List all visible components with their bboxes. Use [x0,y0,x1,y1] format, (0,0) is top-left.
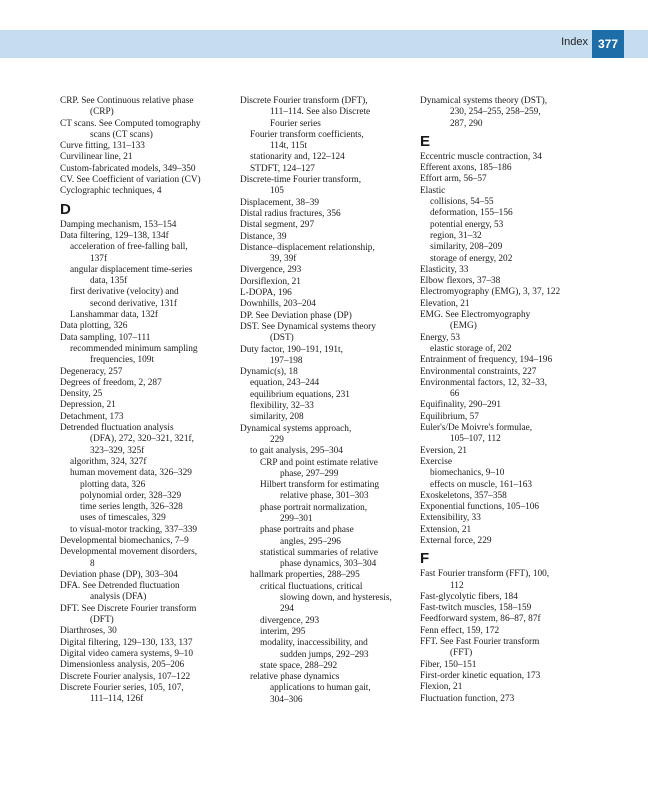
index-entry: statistical summaries of relative [260,547,378,558]
index-entry: 39, 39f [270,254,297,265]
index-entry: 304–306 [270,694,303,705]
index-entry: 105–107, 112 [450,434,501,445]
index-entry: (DST) [270,333,294,344]
index-entry: STDFT, 124–127 [250,163,315,174]
index-entry: Fenn effect, 159, 172 [420,625,500,636]
index-entry: Exercise [420,456,453,467]
index-entry: 229 [270,434,284,445]
index-entry: Data plotting, 326 [60,321,128,332]
index-entry: Equilibrium, 57 [420,411,479,422]
index-entry: DFT. See Discrete Fourier transform [60,603,197,614]
index-entry: External force, 229 [420,535,492,546]
index-entry: Dynamical systems theory (DST), [420,96,548,106]
index-entry: (CRP) [90,107,114,118]
index-entry: Hilbert transform for estimating [260,480,380,491]
index-entry: Distal segment, 297 [240,220,315,231]
index-entry: Fast-twitch muscles, 158–159 [420,603,532,614]
index-entry: effects on muscle, 161–163 [430,479,533,490]
index-entry: relative phase, 301–303 [280,491,369,502]
index-entry: stationarity and, 122–124 [250,152,345,163]
index-entry: Eccentric muscle contraction, 34 [420,151,542,162]
index-entry: Deviation phase (DP), 303–304 [60,569,178,580]
index-entry: hallmark properties, 288–295 [250,570,360,581]
index-entry: human movement data, 326–329 [70,468,192,479]
index-entry: Efferent axons, 185–186 [420,163,512,174]
index-entry: to visual-motor tracking, 337–339 [70,524,198,535]
index-entry: Effort arm, 56–57 [420,174,487,185]
index-entry: equilibrium equations, 231 [250,389,350,400]
index-entry: 111–114, 126f [90,694,144,705]
index-entry: Electromyography (EMG), 3, 37, 122 [420,287,561,298]
index-column-2 [240,96,420,706]
index-entry: elastic storage of, 202 [430,343,512,354]
index-column-3 [420,96,600,705]
index-entry: First-order kinetic equation, 173 [420,670,541,681]
index-entry: Cyclographic techniques, 4 [60,186,162,197]
index-entry: angular displacement time-series [70,264,193,275]
index-column-1 [60,96,240,705]
index-entry: 66 [450,389,460,400]
index-entry: Damping mechanism, 153–154 [60,219,177,230]
index-entry: biomechanics, 9–10 [430,468,505,479]
index-entry: phase portraits and phase [260,525,354,536]
index-entry: Degeneracy, 257 [60,366,123,377]
index-entry: Extension, 21 [420,524,472,535]
index-entry: angles, 295–296 [280,536,341,547]
index-entry: CRP and point estimate relative [260,457,378,468]
index-entry: Dynamic(s), 18 [240,367,298,378]
index-entry: Distal radius fractures, 356 [240,208,341,219]
index-entry: (EMG) [450,321,477,332]
section-letter: F [420,550,430,568]
index-entry: second derivative, 131f [90,298,177,309]
index-entry: 137f [90,253,108,264]
index-entry: scans (CT scans) [90,129,153,140]
index-entry: Exoskeletons, 357–358 [420,490,507,501]
index-entry: equation, 243–244 [250,378,320,389]
index-entry: Developmental movement disorders, [60,547,198,558]
index-entry: divergence, 293 [260,615,320,626]
index-entry: Euler's/De Moivre's formulae, [420,423,533,434]
index-entry: plotting data, 326 [80,479,146,490]
index-entry: 197–198 [270,355,303,366]
index-entry: Fiber, 150–151 [420,659,477,670]
index-entry: 114t, 115t [270,141,308,152]
index-entry: FFT. See Fast Fourier transform [420,637,540,648]
running-header-label: Index [561,36,588,48]
index-entry: 294 [280,604,294,615]
index-entry: Dimensionless analysis, 205–206 [60,660,185,671]
index-entry: relative phase dynamics [250,672,340,683]
index-entry: Elastic [420,185,446,196]
index-entry: (FFT) [450,648,473,659]
header-bar [0,30,648,58]
index-entry: acceleration of free-falling ball, [70,242,188,253]
index-entry: modality, inaccessibility, and [260,638,368,649]
index-entry: applications to human gait, [270,683,371,694]
index-entry: Data filtering, 129–138, 134f [60,230,169,241]
index-entry: Distance–displacement relationship, [240,242,375,253]
index-entry: recommended minimum sampling [70,343,198,354]
index-entry: Fluctuation function, 273 [420,693,515,704]
section-letter: D [60,200,71,218]
index-entry: Feedforward system, 86–87, 87f [420,614,541,625]
index-entry: time series length, 326–328 [80,502,183,513]
index-entry: Curvilinear line, 21 [60,152,133,163]
index-entry: Equifinality, 290–291 [420,400,501,411]
index-entry: 105 [270,186,284,197]
index-entry: state space, 288–292 [260,660,338,671]
index-entry: region, 31–32 [430,230,482,241]
index-entry: analysis (DFA) [90,592,147,603]
index-entry: CT scans. See Computed tomography [60,118,201,129]
index-entry: CRP. See Continuous relative phase [60,96,194,106]
index-entry: (DFA), 272, 320–321, 321f, [90,434,194,445]
index-entry: 8 [90,558,95,569]
index-entry: Curve fitting, 131–133 [60,141,145,152]
index-entry: Extensibility, 33 [420,513,481,524]
index-entry: Elevation, 21 [420,298,470,309]
index-entry: Environmental constraints, 227 [420,366,537,377]
index-entry: Discrete Fourier transform (DFT), [240,96,368,106]
index-entry: Depression, 21 [60,400,116,411]
index-entry: Dynamical systems approach, [240,423,352,434]
index-entry: Fast Fourier transform (FFT), 100, [420,569,550,580]
index-entry: phase dynamics, 303–304 [280,559,377,570]
index-entry: Detachment, 173 [60,411,124,422]
index-entry: Digital video camera systems, 9–10 [60,648,193,659]
index-entry: Exponential functions, 105–106 [420,502,540,513]
index-entry: phase, 297–299 [280,468,339,479]
index-entry: DST. See Dynamical systems theory [240,321,376,332]
index-entry: algorithm, 324, 327f [70,456,147,467]
index-entry: DFA. See Detrended fluctuation [60,581,180,592]
index-entry: Downhills, 203–204 [240,299,316,310]
index-entry: phase portrait normalization, [260,502,368,513]
index-entry: 230, 254–255, 258–259, [450,107,541,118]
index-entry: 111–114. See also Discrete [270,107,371,118]
index-entry: Duty factor, 190–191, 191t, [240,344,343,355]
index-entry: Detrended fluctuation analysis [60,423,174,434]
index-entry: Diarthroses, 30 [60,626,117,637]
index-entry: Flexion, 21 [420,682,463,693]
index-entry: Discrete-time Fourier transform, [240,175,362,186]
index-entry: Discrete Fourier analysis, 107–122 [60,671,191,682]
index-entry: EMG. See Electromyography [420,310,531,321]
index-entry: Lanshammar data, 132f [70,310,159,321]
index-entry: Fourier transform coefficients, [250,129,364,140]
page-number: 377 [592,30,624,58]
index-entry: similarity, 208–209 [430,242,503,253]
index-entry: Elbow flexors, 37–38 [420,276,501,287]
index-entry: 323–329, 325f [90,445,145,456]
index-entry: Degrees of freedom, 2, 287 [60,377,162,388]
index-entry: 299–301 [280,513,313,524]
index-entry: CV. See Coefficient of variation (CV) [60,175,201,186]
index-entry: (DFT) [90,615,114,626]
index-entry: polynomial order, 328–329 [80,490,182,501]
index-entry: Energy, 53 [420,332,461,343]
index-entry: first derivative (velocity) and [70,287,179,298]
index-entry: Custom-fabricated models, 349–350 [60,163,196,174]
index-entry: Entrainment of frequency, 194–196 [420,355,553,366]
index-entry: Elasticity, 33 [420,264,469,275]
index-entry: storage of energy, 202 [430,253,513,264]
index-entry: Developmental biomechanics, 7–9 [60,535,189,546]
index-entry: Data sampling, 107–111 [60,332,151,343]
index-entry: potential energy, 53 [430,219,504,230]
index-entry: Distance, 39 [240,231,287,242]
index-entry: Divergence, 293 [240,265,302,276]
index-entry: Environmental factors, 12, 32–33, [420,377,548,388]
index-entry: Fourier series [270,118,321,129]
index-entry: sudden jumps, 292–293 [280,649,369,660]
section-letter: E [420,132,431,150]
index-entry: Eversion, 21 [420,445,467,456]
index-entry: L-DOPA, 196 [240,288,292,299]
index-entry: DP. See Deviation phase (DP) [240,310,352,321]
index-entry: collisions, 54–55 [430,197,494,208]
index-entry: deformation, 155–156 [430,208,513,219]
index-entry: data, 135f [90,276,128,287]
index-entry: frequencies, 109t [90,355,155,366]
index-entry: Fast-glycolytic fibers, 184 [420,591,518,602]
index-entry: interim, 295 [260,626,306,637]
index-entry: similarity, 208 [250,412,304,423]
index-entry: critical fluctuations, critical [260,581,363,592]
index-entry: 287, 290 [450,118,483,129]
index-entry: Density, 25 [60,389,103,400]
index-entry: Digital filtering, 129–130, 133, 137 [60,637,193,648]
index-entry: uses of timescales, 329 [80,513,166,524]
index-entry: flexibility, 32–33 [250,401,314,412]
index-entry: Displacement, 38–39 [240,197,320,208]
index-entry: 112 [450,580,464,591]
index-entry: slowing down, and hysteresis, [280,593,392,604]
index-entry: Discrete Fourier series, 105, 107, [60,682,184,693]
index-entry: to gait analysis, 295–304 [250,446,343,457]
index-entry: Dorsiflexion, 21 [240,276,301,287]
